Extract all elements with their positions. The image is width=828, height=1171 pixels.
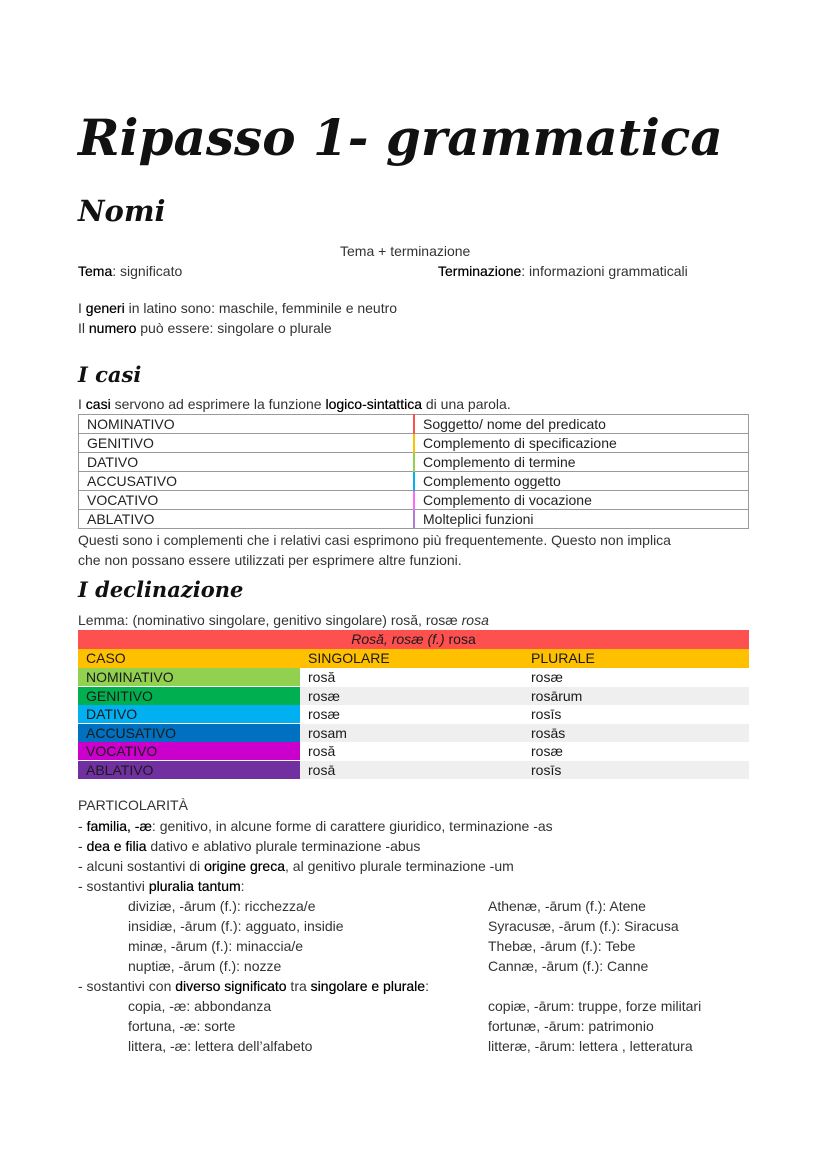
casi-bold: casi (85, 396, 111, 412)
casi-post: di una parola. (421, 396, 511, 412)
section-heading-declinazione: I declinazione (78, 577, 244, 602)
declension-singolare: rosæ (308, 687, 340, 704)
terminazione-text: : informazioni grammaticali (521, 263, 688, 279)
declension-singolare: rosă (308, 669, 336, 685)
p2-pre: - (78, 838, 87, 854)
declension-plurale: rosæ (531, 743, 563, 759)
p4-post: : (240, 878, 245, 894)
p1-post: : genitivo, in alcune forme di carattere giuridico, terminazione -as (151, 818, 553, 834)
casi-intro (78, 395, 511, 413)
header-caso: CASO (86, 650, 126, 666)
particolarita-item-1 (78, 817, 553, 835)
p2-post: dativo e ablativo plurale terminazione -abus (146, 838, 421, 854)
case-name: ACCUSATIVO (79, 472, 415, 491)
case-function: Complemento di termine (414, 453, 749, 472)
casi-note-1: Questi sono i complementi che i relativi casi esprimono più frequentemente. Questo non implica (78, 532, 671, 548)
pluralia-right-2: Thebæ, -ārum (f.): Tebe (488, 938, 636, 954)
numero-post: può essere: singolare o plurale (136, 320, 332, 336)
generi-pre: I (78, 300, 86, 316)
p4-pre: - sostantivi (78, 878, 149, 894)
p5-bold: diverso significato (175, 978, 287, 994)
diverso-left-2: littera, -æ: lettera dell’alfabeto (128, 1038, 313, 1054)
declension-row (78, 742, 749, 760)
case-name: NOMINATIVO (79, 415, 415, 434)
particolarita-item-2 (78, 837, 420, 855)
section-heading-casi: I casi (78, 362, 142, 387)
cases-row (79, 491, 749, 510)
diverso-right-2: litteræ, -ārum: lettera , letteratura (488, 1038, 693, 1054)
declension-row (78, 705, 749, 723)
case-name: VOCATIVO (79, 491, 415, 510)
declension-title-italic: Rosă, rosæ (f.) (351, 631, 445, 647)
tema-line (78, 262, 182, 280)
particolarita-item-5 (78, 977, 429, 995)
cases-row (79, 472, 749, 491)
declension-caso: DATIVO (78, 705, 300, 723)
tema-formula: Tema + terminazione (340, 243, 471, 259)
pluralia-right-3: Cannæ, -ārum (f.): Canne (488, 958, 649, 974)
tema-label: Tema (78, 263, 113, 279)
pluralia-left-1: insidiæ, -ārum (f.): agguato, insidie (128, 918, 344, 934)
pluralia-right-1: Syracusæ, -ārum (f.): Siracusa (488, 918, 679, 934)
declension-plurale: rosæ (531, 669, 563, 685)
terminazione-line (438, 262, 688, 280)
numero-pre: Il (78, 320, 89, 336)
casi-mid: servono ad esprimere la funzione (110, 396, 326, 412)
declension-table-header (78, 649, 749, 668)
p2-bold: dea e filia (86, 838, 147, 854)
section-heading-nomi: Nomi (78, 194, 166, 228)
declension-singolare: rosam (308, 724, 347, 741)
generi-post: in latino sono: maschile, femminile e neutro (124, 300, 398, 316)
pluralia-left-2: minæ, -ārum (f.): minaccia/e (128, 938, 304, 954)
cases-table (78, 414, 749, 529)
case-function: Soggetto/ nome del predicato (414, 415, 749, 434)
case-name: GENITIVO (79, 434, 415, 453)
cases-row (79, 453, 749, 472)
header-singolare: SINGOLARE (308, 650, 390, 666)
lemma-italic: rosa (461, 612, 489, 628)
declension-caso: VOCATIVO (78, 742, 300, 760)
declension-caso: ABLATIVO (78, 761, 300, 779)
pluralia-left-3: nuptiæ, -ārum (f.): nozze (128, 958, 282, 974)
diverso-left-1: fortuna, -æ: sorte (128, 1018, 236, 1034)
case-name: ABLATIVO (79, 510, 415, 529)
terminazione-label: Terminazione (438, 263, 522, 279)
particolarita-title: PARTICOLARITÀ (78, 797, 188, 813)
diverso-left-0: copia, -æ: abbondanza (128, 998, 272, 1014)
lemma-text: Lemma: (nominativo singolare, genitivo singolare) rosă, rosæ (78, 612, 462, 628)
declension-plurale: rosīs (531, 761, 562, 778)
declension-caso: GENITIVO (78, 687, 300, 705)
cases-row (79, 510, 749, 529)
declension-row (78, 761, 749, 779)
page-title: Ripasso 1- grammatica (78, 108, 723, 167)
declension-plurale: rosīs (531, 706, 562, 722)
declension-row (78, 687, 749, 705)
p3-bold: origine greca (204, 858, 285, 874)
declension-caso: ACCUSATIVO (78, 724, 300, 742)
p5-mid: tra (286, 978, 311, 994)
declension-plurale: rosās (531, 724, 566, 741)
p5-bold2: singolare e plurale (310, 978, 426, 994)
declension-plurale: rosārum (531, 687, 583, 704)
declension-singolare: rosæ (308, 706, 340, 722)
tema-text: : significato (112, 263, 183, 279)
cases-row (79, 415, 749, 434)
lemma-line (78, 611, 489, 629)
header-plurale: PLURALE (531, 650, 595, 666)
p1-bold: familia, -æ (86, 818, 152, 834)
casi-bold2: logico-sintattica (325, 396, 422, 412)
p3-post: , al genitivo plurale terminazione -um (285, 858, 514, 874)
diverso-right-0: copiæ, -ārum: truppe, forze militari (488, 998, 702, 1014)
declension-singolare: rosă (308, 743, 336, 759)
diverso-right-1: fortunæ, -ārum: patrimonio (488, 1018, 654, 1034)
case-function: Complemento oggetto (414, 472, 749, 491)
declension-title-rest: rosa (444, 631, 476, 647)
p3-pre: - alcuni sostantivi di (78, 858, 205, 874)
p5-post: : (425, 978, 429, 994)
pluralia-right-0: Athenæ, -ārum (f.): Atene (488, 898, 646, 914)
case-function: Molteplici funzioni (414, 510, 749, 529)
numero-line (78, 319, 332, 337)
case-function: Complemento di vocazione (414, 491, 749, 510)
casi-note-2: che non possano essere utilizzati per esprimere altre funzioni. (78, 552, 462, 568)
declension-caso: NOMINATIVO (78, 668, 300, 686)
p1-pre: - (78, 818, 87, 834)
cases-row (79, 434, 749, 453)
casi-pre: I (78, 396, 86, 412)
declension-row (78, 724, 749, 742)
generi-line (78, 299, 397, 317)
p5-pre: - sostantivi con (78, 978, 176, 994)
numero-bold: numero (88, 320, 137, 336)
p4-bold: pluralia tantum (148, 878, 241, 894)
particolarita-item-4 (78, 877, 245, 895)
pluralia-left-0: diviziæ, -ārum (f.): ricchezza/e (128, 898, 316, 914)
particolarita-item-3 (78, 857, 514, 875)
case-function: Complemento di specificazione (414, 434, 749, 453)
case-name: DATIVO (79, 453, 415, 472)
generi-bold: generi (85, 300, 125, 316)
declension-row (78, 668, 749, 686)
declension-singolare: rosā (308, 761, 336, 778)
declension-table-title (78, 630, 749, 649)
